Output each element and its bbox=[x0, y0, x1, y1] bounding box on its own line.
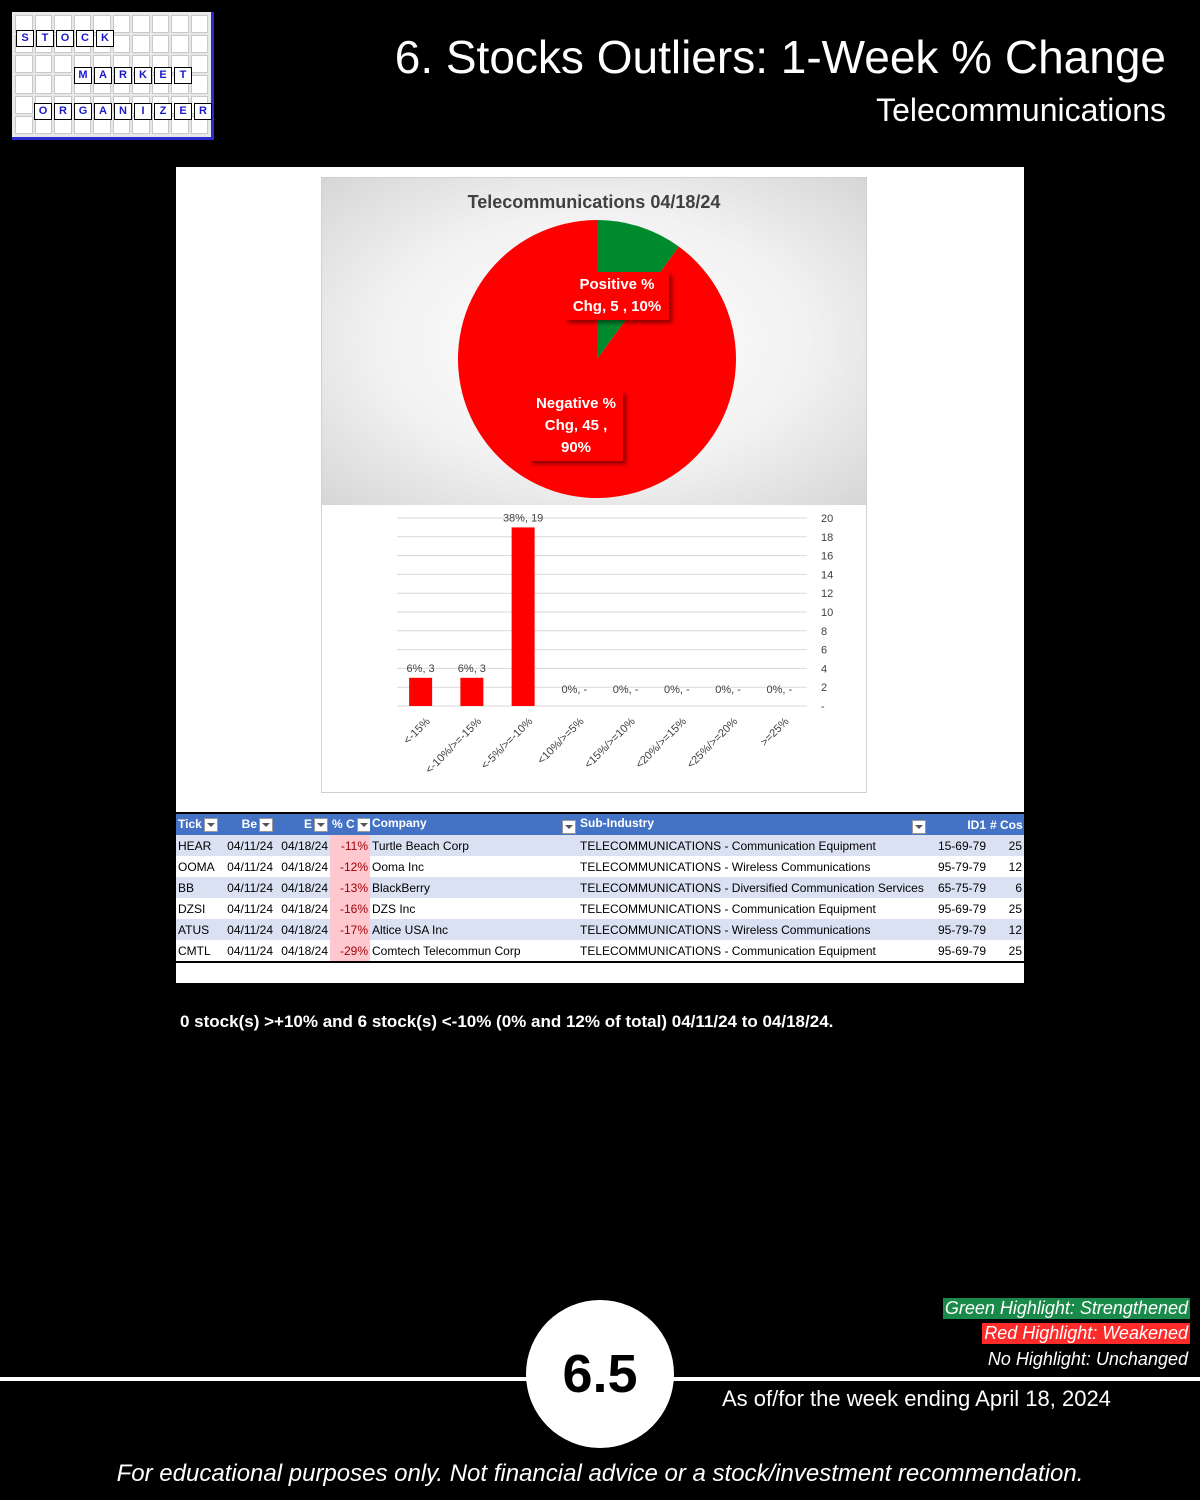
x-category-label: <15%/>=10% bbox=[582, 715, 638, 772]
bar-data-label: 0%, - bbox=[715, 684, 741, 696]
cell-id1: 95-69-79 bbox=[928, 940, 988, 961]
cell-begin: 04/11/24 bbox=[220, 856, 275, 877]
filter-dropdown-icon[interactable] bbox=[314, 818, 328, 832]
logo-cell bbox=[152, 15, 170, 33]
cell-company: Comtech Telecommun Corp bbox=[370, 940, 578, 961]
logo-letter: O bbox=[56, 30, 74, 47]
table-row bbox=[176, 856, 1024, 877]
cell-company: Ooma Inc bbox=[370, 856, 578, 877]
cell-begin: 04/11/24 bbox=[220, 919, 275, 940]
y-tick-label: - bbox=[821, 701, 825, 713]
cell-end: 04/18/24 bbox=[275, 898, 330, 919]
cell-ticker: OOMA bbox=[176, 856, 220, 877]
bar-data-label: 38%, 19 bbox=[502, 512, 544, 525]
logo-word-organizer bbox=[34, 103, 212, 120]
legend-none: No Highlight: Unchanged bbox=[987, 1349, 1188, 1369]
logo-letter: A bbox=[94, 67, 112, 84]
cell-end: 04/18/24 bbox=[275, 877, 330, 898]
y-tick-label: 8 bbox=[821, 625, 828, 638]
logo-cell bbox=[54, 55, 72, 73]
y-tick-label: 4 bbox=[821, 663, 828, 676]
table-header-row bbox=[176, 814, 1024, 835]
filter-dropdown-icon[interactable] bbox=[357, 818, 370, 832]
logo-letter: M bbox=[74, 67, 92, 84]
cell-ticker: ATUS bbox=[176, 919, 220, 940]
logo-cell bbox=[152, 35, 170, 53]
disclaimer: For educational purposes only. Not financial advice or a stock/investment recommendation. bbox=[116, 1460, 1084, 1487]
col-header-cos[interactable]: # Cos bbox=[988, 814, 1024, 835]
logo-letter: K bbox=[134, 67, 152, 84]
cell-end: 04/18/24 bbox=[275, 856, 330, 877]
cell-begin: 04/11/24 bbox=[220, 835, 275, 856]
x-category-label: <-10%/>=-15% bbox=[423, 715, 484, 777]
y-tick-label: 18 bbox=[821, 531, 834, 544]
cell-pct-change: -17% bbox=[330, 919, 370, 940]
bar bbox=[409, 678, 432, 706]
table-blank-row bbox=[176, 963, 1024, 983]
cell-id1: 95-69-79 bbox=[928, 898, 988, 919]
bar-data-label: 0%, - bbox=[561, 684, 588, 696]
logo-cell bbox=[15, 116, 33, 134]
x-category-label: <25%/>=20% bbox=[684, 715, 741, 772]
cell-cos: 25 bbox=[988, 940, 1024, 961]
cell-id1: 65-75-79 bbox=[928, 877, 988, 898]
cell-company: BlackBerry bbox=[370, 877, 578, 898]
cell-ticker: CMTL bbox=[176, 940, 220, 961]
logo-cell bbox=[191, 15, 209, 33]
logo-letter: C bbox=[76, 30, 94, 47]
cell-pct-change: -11% bbox=[330, 835, 370, 856]
bar-data-label: 0%, - bbox=[766, 684, 793, 696]
y-tick-label: 6 bbox=[821, 644, 828, 657]
logo bbox=[12, 12, 214, 140]
logo-cell bbox=[15, 55, 33, 73]
pie-label-positive bbox=[565, 272, 669, 320]
logo-cell bbox=[132, 15, 150, 33]
cell-ticker: DZSI bbox=[176, 898, 220, 919]
pie-label-negative bbox=[529, 391, 623, 461]
logo-cell bbox=[35, 55, 53, 73]
logo-letter: R bbox=[114, 67, 132, 84]
logo-cell bbox=[191, 55, 209, 73]
logo-word-stock bbox=[16, 30, 114, 47]
logo-cell bbox=[113, 15, 131, 33]
bar bbox=[512, 527, 535, 706]
y-tick-label: 14 bbox=[821, 569, 834, 582]
filter-dropdown-icon[interactable] bbox=[562, 820, 576, 834]
cell-pct-change: -29% bbox=[330, 940, 370, 961]
cell-pct-change: -16% bbox=[330, 898, 370, 919]
logo-letter: A bbox=[94, 103, 112, 120]
cell-sub-industry: TELECOMMUNICATIONS - Communication Equipment bbox=[578, 835, 928, 856]
outliers-table bbox=[176, 814, 1024, 961]
col-header-sub-industry[interactable]: Sub-Industry bbox=[578, 814, 928, 835]
cell-sub-industry: TELECOMMUNICATIONS - Diversified Communication Services bbox=[578, 877, 928, 898]
table-row bbox=[176, 940, 1024, 961]
y-tick-label: 16 bbox=[821, 550, 834, 563]
logo-cell bbox=[171, 15, 189, 33]
logo-letter: O bbox=[34, 103, 52, 120]
cell-company: Turtle Beach Corp bbox=[370, 835, 578, 856]
pie-label-positive-line2: Chg, 5 , 10% bbox=[572, 298, 662, 315]
x-category-label: >=25% bbox=[758, 715, 792, 749]
pie-label-negative-line1: Negative % bbox=[535, 395, 617, 412]
logo-letter: T bbox=[174, 67, 192, 84]
as-of-date: As of/for the week ending April 18, 2024 bbox=[722, 1386, 1111, 1411]
logo-letter: G bbox=[74, 103, 92, 120]
logo-letter: K bbox=[96, 30, 114, 47]
cell-ticker: BB bbox=[176, 877, 220, 898]
col-header-ticker[interactable]: Tick bbox=[176, 814, 220, 835]
cell-begin: 04/11/24 bbox=[220, 898, 275, 919]
logo-letter: E bbox=[154, 67, 172, 84]
logo-letter: E bbox=[174, 103, 192, 120]
x-category-label: <-5%/>=-10% bbox=[478, 715, 536, 772]
cell-cos: 25 bbox=[988, 898, 1024, 919]
cell-end: 04/18/24 bbox=[275, 835, 330, 856]
legend-red: Red Highlight: Weakened bbox=[984, 1323, 1188, 1343]
table-row bbox=[176, 898, 1024, 919]
cell-id1: 95-79-79 bbox=[928, 856, 988, 877]
logo-cell bbox=[191, 35, 209, 53]
logo-letter: Z bbox=[154, 103, 172, 120]
logo-letter: I bbox=[134, 103, 152, 120]
cell-sub-industry: TELECOMMUNICATIONS - Communication Equipment bbox=[578, 898, 928, 919]
chart-box bbox=[321, 177, 867, 793]
y-tick-label: 20 bbox=[821, 513, 834, 525]
cell-sub-industry: TELECOMMUNICATIONS - Wireless Communications bbox=[578, 856, 928, 877]
legend-green: Green Highlight: Strengthened bbox=[944, 1298, 1188, 1318]
cell-company: DZS Inc bbox=[370, 898, 578, 919]
x-category-label: <10%/>=5% bbox=[535, 715, 587, 767]
pie-label-negative-line3: 90% bbox=[560, 439, 592, 456]
cell-begin: 04/11/24 bbox=[220, 940, 275, 961]
cell-ticker: HEAR bbox=[176, 835, 220, 856]
bar bbox=[460, 678, 483, 706]
col-header-company[interactable]: Company bbox=[370, 814, 578, 835]
col-header-begin[interactable]: Be bbox=[220, 814, 275, 835]
table-row bbox=[176, 835, 1024, 856]
bar-data-label: 6%, 3 bbox=[457, 662, 486, 675]
logo-letter: T bbox=[36, 30, 54, 47]
cell-pct-change: -13% bbox=[330, 877, 370, 898]
col-header-pct[interactable]: % C bbox=[330, 814, 370, 835]
col-header-end[interactable]: E bbox=[275, 814, 330, 835]
y-tick-label: 2 bbox=[821, 682, 828, 695]
logo-letter: R bbox=[54, 103, 72, 120]
page-title: 6. Stocks Outliers: 1-Week % Change bbox=[394, 31, 1166, 83]
cell-end: 04/18/24 bbox=[275, 940, 330, 961]
filter-dropdown-icon[interactable] bbox=[259, 818, 273, 832]
filter-dropdown-icon[interactable] bbox=[204, 818, 218, 832]
logo-cell bbox=[15, 75, 33, 93]
bar-data-label: 0%, - bbox=[612, 684, 639, 696]
cell-id1: 95-79-79 bbox=[928, 919, 988, 940]
pie-title: Telecommunications 04/18/24 bbox=[467, 192, 721, 212]
cell-cos: 12 bbox=[988, 856, 1024, 877]
logo-cell bbox=[132, 35, 150, 53]
logo-cell bbox=[171, 35, 189, 53]
pie-area bbox=[322, 178, 866, 505]
logo-cell bbox=[35, 75, 53, 93]
bar-chart bbox=[322, 505, 866, 792]
logo-cell bbox=[191, 75, 209, 93]
pie-label-positive-line1: Positive % bbox=[579, 276, 655, 293]
logo-cell bbox=[54, 75, 72, 93]
cell-end: 04/18/24 bbox=[275, 919, 330, 940]
cell-sub-industry: TELECOMMUNICATIONS - Wireless Communications bbox=[578, 919, 928, 940]
bar-data-label: 0%, - bbox=[664, 684, 690, 696]
x-category-label: <-15% bbox=[401, 715, 433, 747]
cell-cos: 12 bbox=[988, 919, 1024, 940]
logo-cell bbox=[15, 96, 33, 114]
logo-cell bbox=[113, 35, 131, 53]
cell-company: Altice USA Inc bbox=[370, 919, 578, 940]
cell-id1: 15-69-79 bbox=[928, 835, 988, 856]
cell-cos: 6 bbox=[988, 877, 1024, 898]
logo-letter: N bbox=[114, 103, 132, 120]
logo-letter: S bbox=[16, 30, 34, 47]
summary-text: 0 stock(s) >+10% and 6 stock(s) <-10% (0% and 12% of total) 04/11/24 to 04/18/24. bbox=[180, 1012, 834, 1031]
table-row bbox=[176, 877, 1024, 898]
col-header-id1[interactable]: ID1 bbox=[928, 814, 988, 835]
page-subtitle: Telecommunications bbox=[876, 92, 1166, 128]
bar-data-label: 6%, 3 bbox=[406, 662, 435, 675]
filter-dropdown-icon[interactable] bbox=[912, 820, 926, 834]
cell-sub-industry: TELECOMMUNICATIONS - Communication Equipment bbox=[578, 940, 928, 961]
cell-pct-change: -12% bbox=[330, 856, 370, 877]
table-row bbox=[176, 919, 1024, 940]
logo-letter: R bbox=[194, 103, 212, 120]
cell-cos: 25 bbox=[988, 835, 1024, 856]
y-tick-label: 12 bbox=[821, 588, 834, 601]
page-number-badge: 6.5 bbox=[526, 1300, 674, 1448]
x-category-label: <20%/>=15% bbox=[633, 715, 689, 772]
logo-word-market bbox=[74, 67, 192, 84]
cell-begin: 04/11/24 bbox=[220, 877, 275, 898]
y-tick-label: 10 bbox=[821, 607, 834, 619]
pie-label-negative-line2: Chg, 45 , bbox=[544, 417, 608, 434]
